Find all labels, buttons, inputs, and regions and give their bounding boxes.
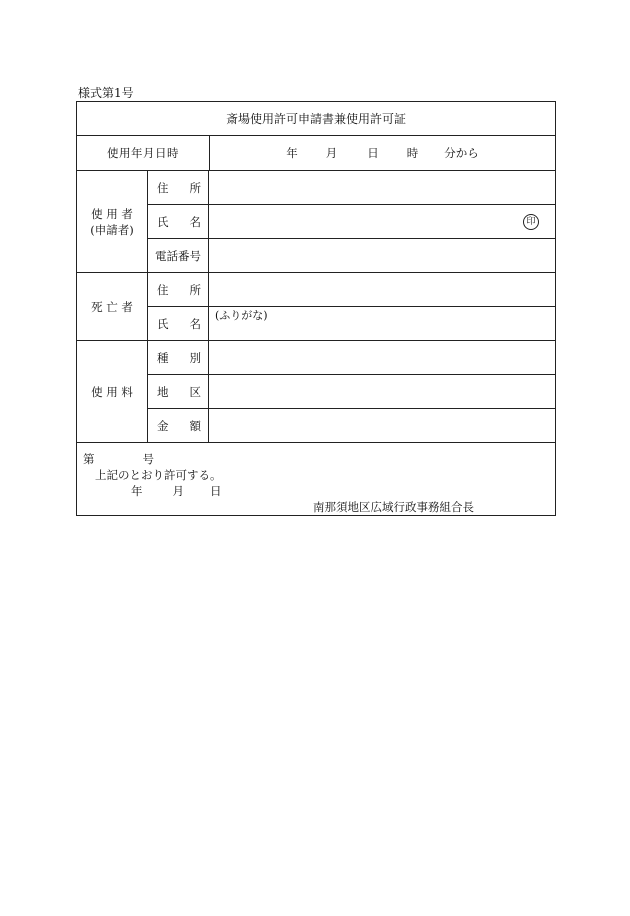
- user-phone-label: 電話番号: [148, 239, 209, 272]
- fee-type-row: [148, 341, 555, 375]
- fee-type-label: 種 別: [148, 341, 209, 374]
- user-label: 使 用 者: [91, 206, 133, 221]
- year-unit: 年: [286, 146, 298, 160]
- furigana-label: (ふりがな): [215, 309, 268, 322]
- usage-datetime-field[interactable]: [210, 136, 555, 170]
- fee-area-label: 地 区: [148, 375, 209, 408]
- approval-text: 上記のとおり許可する。: [95, 468, 222, 482]
- fee-section-label: 使 用 料: [77, 341, 148, 442]
- fee-amount-row: [148, 409, 555, 442]
- fee-section: [77, 341, 555, 443]
- deceased-name-row: [148, 307, 555, 340]
- fee-type-field[interactable]: [209, 341, 555, 374]
- permit-number: 第 号: [83, 452, 154, 466]
- user-name-field[interactable]: [209, 205, 555, 238]
- hour-unit: 時: [406, 146, 419, 160]
- deceased-address-field[interactable]: [209, 273, 555, 306]
- fee-area-row: [148, 375, 555, 409]
- user-address-row: [148, 171, 555, 205]
- deceased-address-row: [148, 273, 555, 307]
- deceased-section-label: 死 亡 者: [77, 273, 148, 340]
- usage-datetime-label: 使用年月日時: [77, 136, 210, 170]
- user-address-label: 住 所: [148, 171, 209, 204]
- user-section: [77, 171, 555, 273]
- fee-amount-label: 金 額: [148, 409, 209, 442]
- usage-datetime-row: [77, 136, 555, 171]
- fee-area-field[interactable]: [209, 375, 555, 408]
- user-phone-field[interactable]: [209, 239, 555, 272]
- form-number: 様式第1号: [78, 86, 134, 100]
- permit-form: [76, 101, 556, 516]
- month-unit: 月: [325, 146, 338, 160]
- deceased-name-label: 氏 名: [148, 307, 209, 340]
- deceased-address-label: 住 所: [148, 273, 209, 306]
- approval-section: [77, 443, 555, 523]
- deceased-name-field[interactable]: [209, 307, 555, 340]
- day-unit: 日: [367, 146, 379, 160]
- seal-mark: 印: [523, 214, 539, 230]
- user-address-field[interactable]: [209, 171, 555, 204]
- user-name-row: [148, 205, 555, 239]
- user-name-label: 氏 名: [148, 205, 209, 238]
- fee-amount-field[interactable]: [209, 409, 555, 442]
- issuer-name: 南那須地区広域行政事務組合長: [313, 500, 474, 514]
- user-phone-row: [148, 239, 555, 272]
- form-title: 斎場使用許可申請書兼使用許可証: [77, 102, 555, 136]
- minute-unit: 分から: [444, 146, 479, 160]
- approval-date: 年 月 日: [131, 484, 222, 498]
- user-section-label: [77, 171, 148, 272]
- deceased-section: [77, 273, 555, 341]
- applicant-label: (申請者): [90, 222, 134, 237]
